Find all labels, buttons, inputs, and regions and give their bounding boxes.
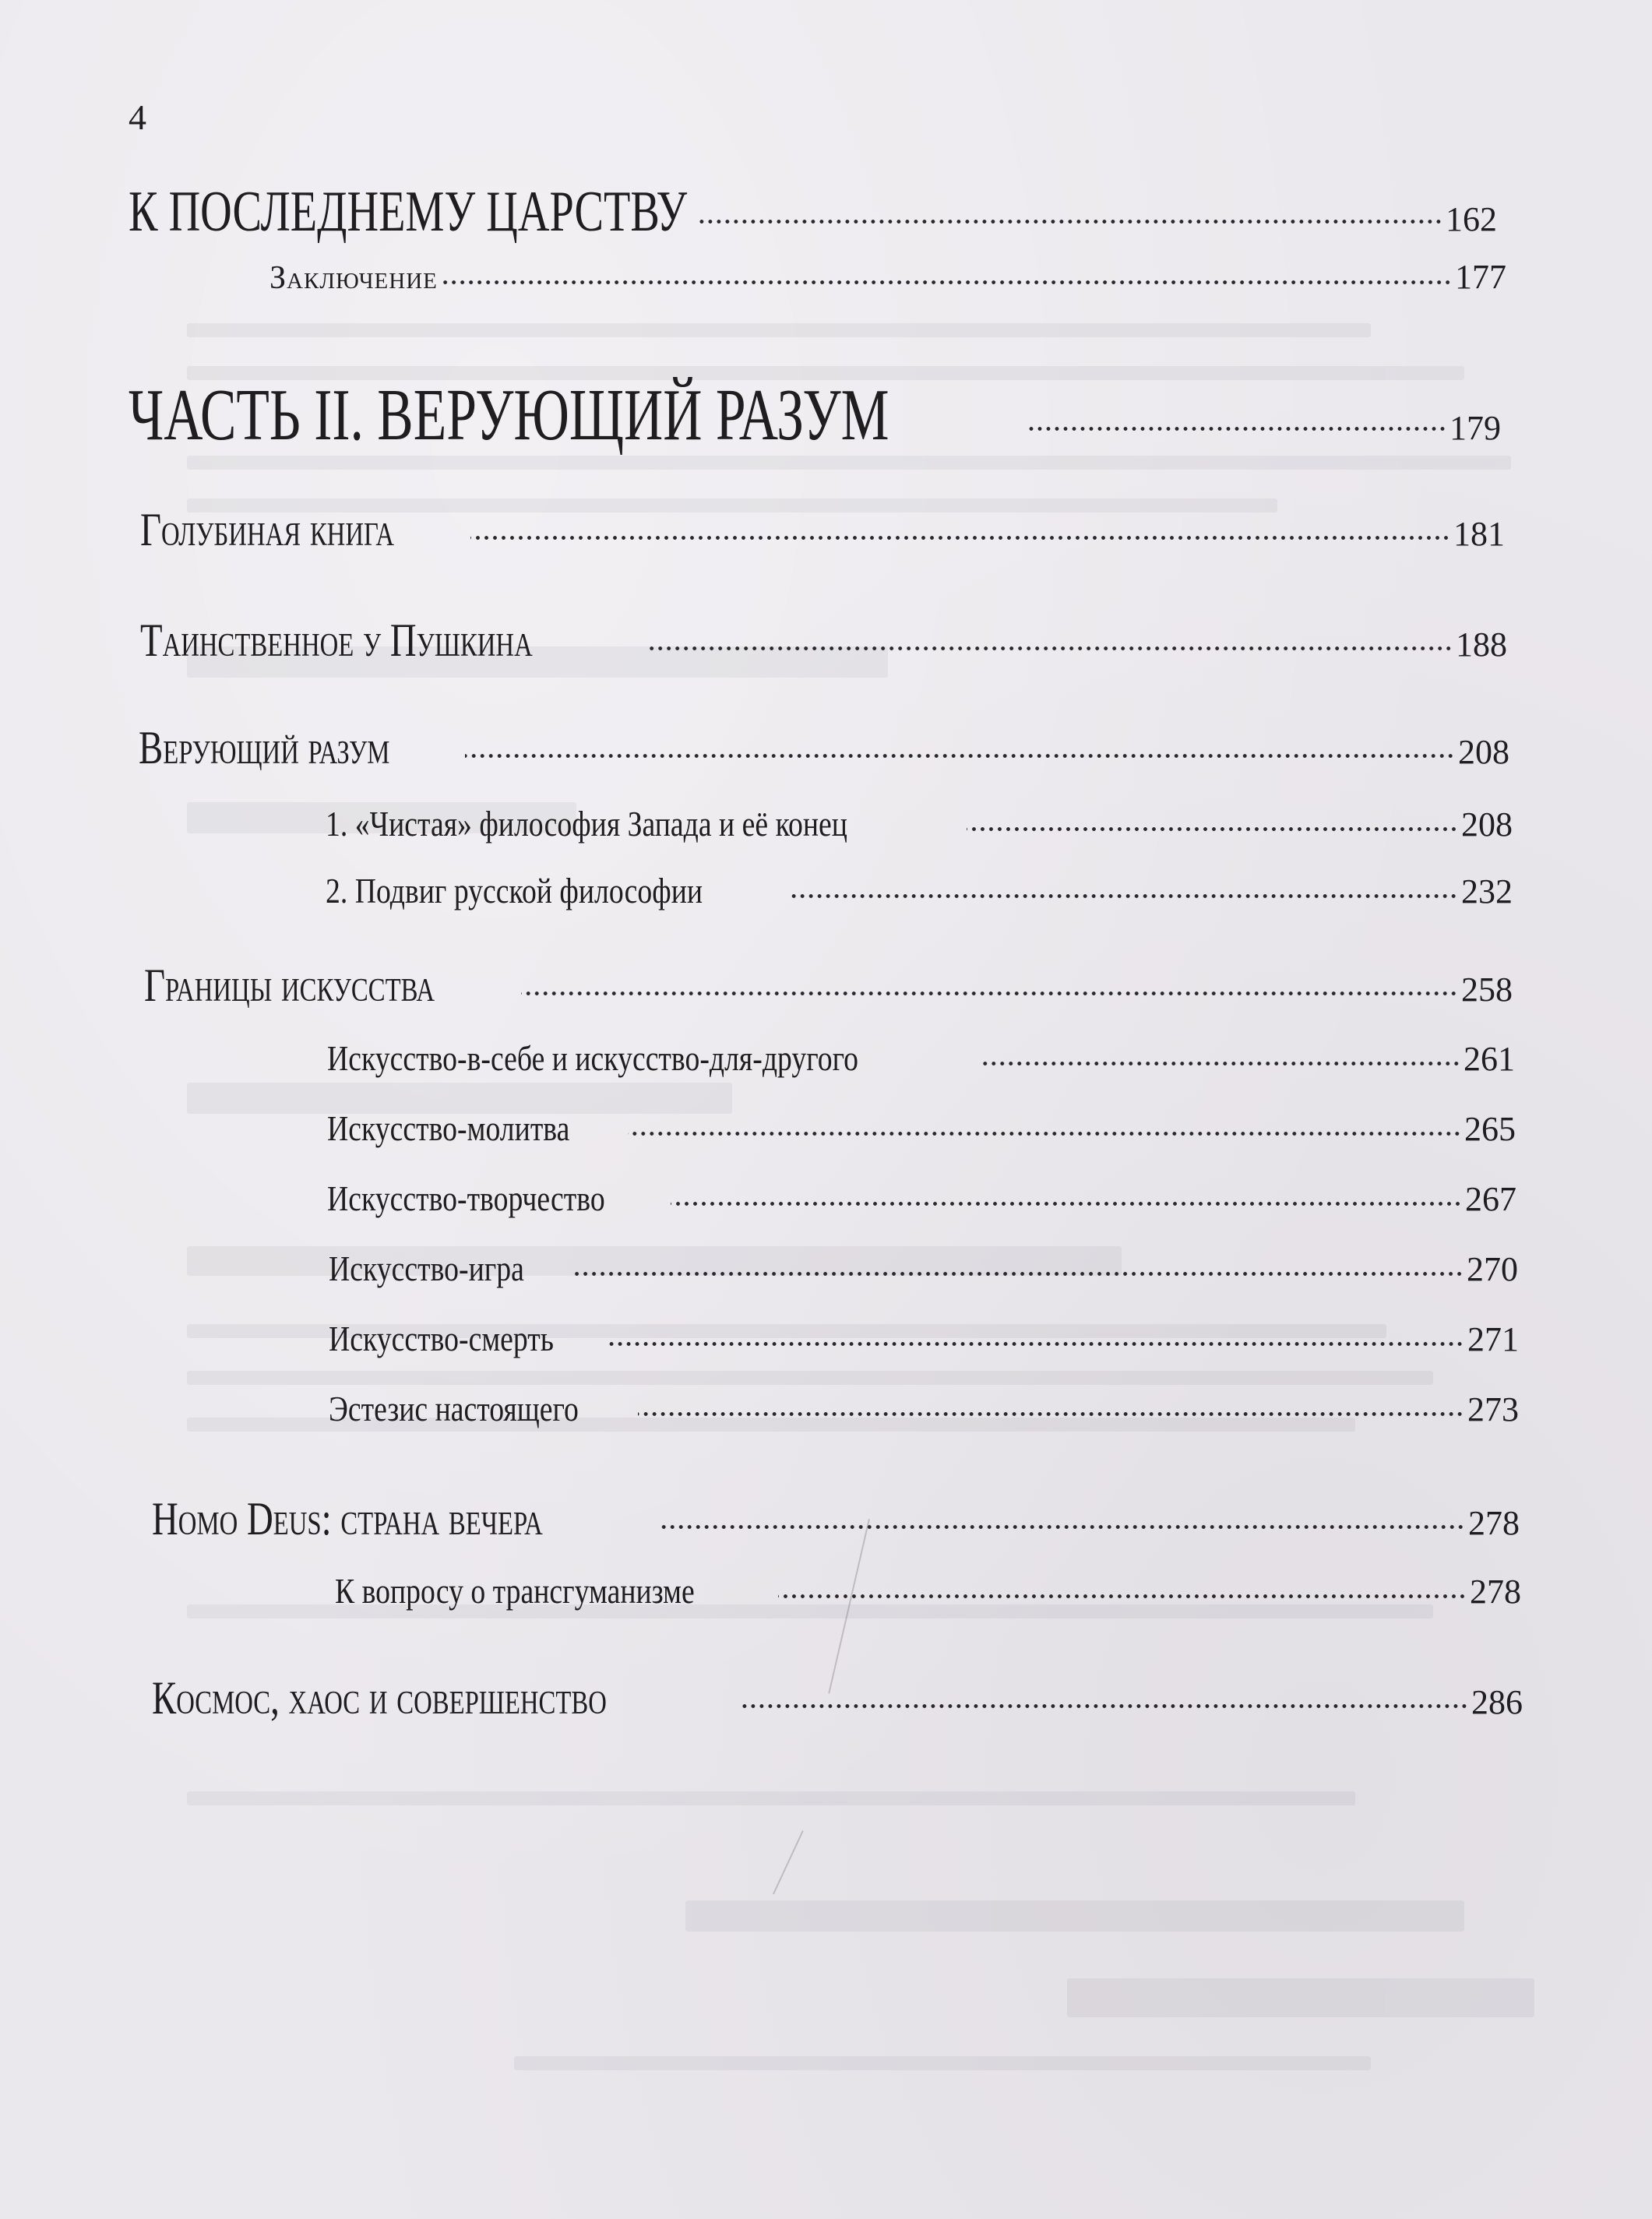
toc-entry-subsection[interactable] — [329, 1245, 1518, 1289]
dot-leader — [572, 1245, 1464, 1280]
dot-leader — [648, 609, 1453, 656]
toc-entry-title: Границы искусства — [144, 960, 435, 1011]
toc-entry-page-number: 179 — [1449, 409, 1501, 447]
toc-entry-subsection[interactable] — [329, 1385, 1519, 1429]
dot-leader — [967, 800, 1458, 836]
toc-entry-title: Искусство-творчество — [327, 1178, 605, 1218]
toc-entry-title: Таинственное у Пушкина — [140, 615, 533, 666]
toc-entry-page-number: 162 — [1446, 200, 1497, 238]
toc-entry-title: Искусство-в-себе и искусство-для-другого — [327, 1038, 859, 1078]
toc-entry-title: Голубиная книга — [140, 504, 395, 555]
dot-leader — [980, 1034, 1460, 1070]
dot-leader — [697, 173, 1442, 231]
dot-leader — [671, 1175, 1462, 1210]
toc-entry-title: 1. «Чистая» философия Запада и её конец — [326, 804, 847, 844]
dot-leader — [608, 1315, 1464, 1351]
toc-entry-page-number: 278 — [1470, 1573, 1521, 1611]
toc-entry-chapter[interactable] — [152, 1488, 1520, 1546]
toc-entry-subsection[interactable] — [327, 1104, 1516, 1149]
toc-entry-page-number: 267 — [1465, 1180, 1516, 1218]
toc-entry-section[interactable] — [129, 173, 1497, 245]
toc-entry-title: 2. Подвиг русской философии — [326, 871, 703, 910]
dot-leader — [465, 717, 1455, 763]
toc-entry-page-number: 286 — [1471, 1683, 1523, 1721]
toc-entry-page-number: 208 — [1461, 805, 1513, 844]
toc-entry-title: Эстезис настоящего — [329, 1389, 579, 1428]
toc-entry-chapter[interactable] — [152, 1667, 1523, 1725]
running-page-number: 4 — [129, 97, 146, 137]
dot-leader — [1025, 366, 1447, 439]
toc-entry-subsection[interactable] — [326, 800, 1513, 844]
toc-entry-subsection[interactable] — [329, 1315, 1519, 1359]
toc-entry-subsection[interactable] — [327, 1034, 1515, 1079]
toc-entry-subsection[interactable] — [335, 1567, 1521, 1611]
toc-entry-title: Homo Deus: страна вечера — [152, 1493, 543, 1544]
dot-leader — [657, 1488, 1465, 1534]
toc-entry-title: К вопросу о трансгуманизме — [335, 1571, 695, 1611]
toc-entry-page-number: 278 — [1468, 1504, 1520, 1542]
toc-entry-title: Искусство-игра — [329, 1249, 524, 1288]
toc-entry-page-number: 208 — [1458, 733, 1509, 771]
toc-entry-chapter[interactable] — [144, 954, 1513, 1013]
dot-leader — [778, 1567, 1467, 1603]
paper-scratch — [773, 1830, 804, 1894]
toc-entry-title: Искусство-молитва — [327, 1108, 570, 1148]
dot-leader — [638, 1385, 1464, 1421]
toc-entry-title: Заключение — [269, 260, 438, 296]
toc-entry-page-number: 261 — [1464, 1040, 1515, 1078]
toc-entry-subsection[interactable] — [327, 1175, 1516, 1219]
toc-entry-page-number: 181 — [1453, 515, 1505, 553]
toc-entry-part[interactable] — [129, 366, 1501, 457]
dot-leader — [740, 1667, 1468, 1714]
toc-entry-page-number: 270 — [1467, 1250, 1518, 1288]
toc-entry-title: Искусство-смерть — [329, 1319, 554, 1358]
dot-leader — [521, 954, 1458, 1001]
toc-entry-page-number: 188 — [1456, 625, 1507, 664]
dot-leader — [628, 1104, 1461, 1140]
toc-entry-conclusion[interactable] — [269, 255, 1506, 297]
toc-entry-page-number: 265 — [1464, 1110, 1516, 1148]
toc-entry-chapter[interactable] — [140, 498, 1505, 557]
toc-entry-title: Космос, хаос и совершенство — [152, 1672, 607, 1724]
toc-entry-chapter[interactable] — [140, 609, 1507, 667]
toc-entry-chapter[interactable] — [139, 717, 1509, 775]
dot-leader — [790, 867, 1458, 903]
toc-entry-title: ЧАСТЬ II. ВЕРУЮЩИЙ РАЗУМ — [129, 375, 889, 456]
dot-leader — [470, 498, 1450, 545]
toc-entry-page-number: 271 — [1467, 1320, 1519, 1358]
toc-entry-title: Верующий разум — [139, 722, 390, 773]
toc-entry-page-number: 232 — [1461, 872, 1513, 910]
toc-entry-page-number: 177 — [1455, 258, 1506, 296]
toc-entry-subsection[interactable] — [326, 867, 1513, 911]
toc-entry-title: К ПОСЛЕДНЕМУ ЦАРСТВУ — [129, 180, 688, 244]
toc-entry-page-number: 273 — [1467, 1390, 1519, 1428]
toc-entry-page-number: 258 — [1461, 970, 1513, 1009]
dot-leader — [442, 255, 1452, 288]
